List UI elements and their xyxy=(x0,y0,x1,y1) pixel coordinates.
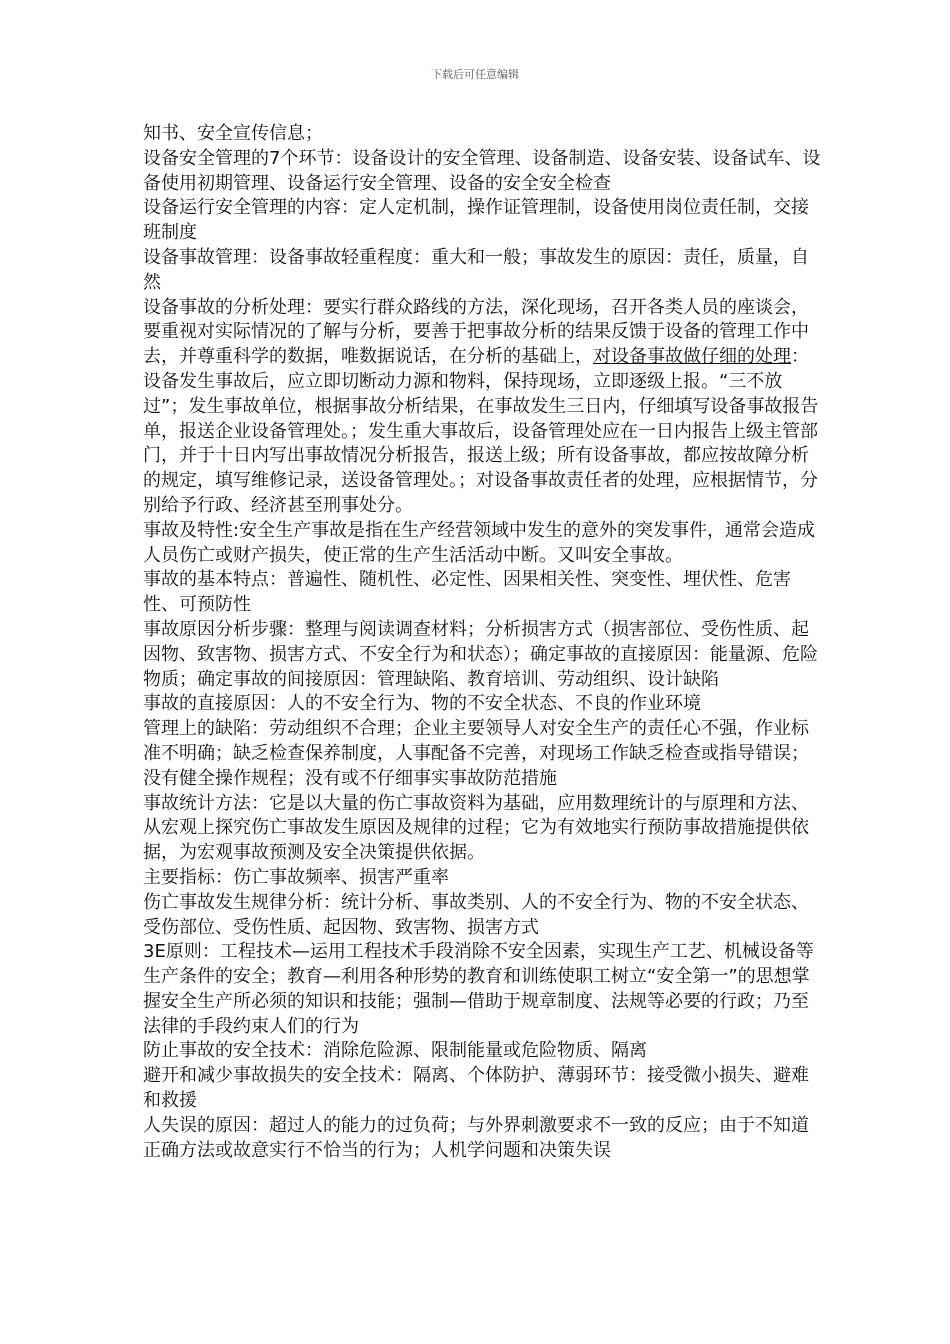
paragraph: 事故及特性:安全生产事故是指在生产经营领域中发生的意外的突发事件，通常会造成人员伤亡或财产损失，使正常的生产生活活动中断。又叫安全事故。 xyxy=(143,519,816,566)
paragraph: 知书、安全宣传信息； xyxy=(143,123,323,144)
paragraph: 主要指标：伤亡事故频率、损害严重率 xyxy=(143,866,449,888)
page-header: 下载后可任意编辑 xyxy=(431,68,519,81)
paragraph: 人失误的原因：超过人的能力的过负荷；与外界刺激要求不一致的反应；由于不知道正确方法或故意实行不恰当的行为；人机学问题和决策失误 xyxy=(143,1114,809,1161)
paragraph: 管理上的缺陷：劳动组织不合理；企业主要领导人对安全生产的责任心不强，作业标准不明确；缺乏检查保养制度，人事配备不完善，对现场工作缺乏检查或指导错误；没有健全操作规程；没有或不仔细事实事故防范措施 xyxy=(143,718,809,789)
paragraph: 设备事故管理：设备事故轻重程度：重大和一般；事故发生的原因：责任，质量，自然 xyxy=(143,246,809,293)
paragraph-text: 设备事故的分析处理：要实行群众路线的方法，深化现场，召开各类人员的座谈会，要重视对实际情况的了解与分析，要善于把事故分析的结果反馈于设备的管理工作中去，并尊重科学的数据，唯数据说话，在分析的基础上， xyxy=(143,296,809,368)
document-body xyxy=(143,122,821,1163)
paragraph: 事故统计方法：它是以大量的伤亡事故资料为基础，应用数理统计的与原理和方法、从宏观上探究伤亡事故发生原因及规律的过程；它为有效地实行预防事故措施提供依据，为宏观事故预测及安全决策提供依据。 xyxy=(143,792,809,864)
paragraph: 事故的基本特点：普遍性、随机性、必定性、因果相关性、突变性、埋伏性、危害性、可预防性 xyxy=(143,569,791,616)
paragraph: 防止事故的安全技术：消除危险源、限制能量或危险物质、隔离 xyxy=(143,1040,647,1062)
paragraph: 3E原则：工程技术—运用工程技术手段消除不安全因素，实现生产工艺、机械设备等生产条件的安全；教育—利用各种形势的教育和训练使职工树立“安全第一”的思想掌握安全生产所必须的知识和技能；强制—借助于规章制度、法规等必要的行政；乃至法律的手段约束人们的行为 xyxy=(143,941,814,1037)
paragraph: 设备安全管理的7个环节：设备设计的安全管理、设备制造、设备安装、设备试车、设备使用初期管理、设备运行安全管理、设备的安全安全检查 xyxy=(143,147,821,194)
paragraph: 伤亡事故发生规律分析：统计分析、事故类别、人的不安全行为、物的不安全状态、受伤部位、受伤性质、起因物、致害物、损害方式 xyxy=(143,891,809,938)
paragraph: 事故的直接原因：人的不安全行为、物的不安全状态、不良的作业环境 xyxy=(143,693,701,715)
underlined-phrase: 对设备事故做仔细的处理 xyxy=(593,346,791,368)
paragraph: 避开和减少事故损失的安全技术：隔离、个体防护、薄弱环节：接受微小损失、避难和救援 xyxy=(143,1065,809,1112)
paragraph: 事故原因分析步骤：整理与阅读调查材料；分析损害方式（损害部位、受伤性质、起因物、致害物、损害方式、不安全行为和状态）；确定事故的直接原因：能量源、危险物质；确定事故的间接原因：管理缺陷、教育培训、劳动组织、设计缺陷 xyxy=(143,618,818,690)
paragraph: 设备运行安全管理的内容：定人定机制，操作证管理制，设备使用岗位责任制，交接班制度 xyxy=(143,197,809,244)
paragraph xyxy=(143,296,821,519)
paragraph-text: ：设备发生事故后，应立即切断动力源和物料，保持现场，立即逐级上报。“三不放过”；发生事故单位，根据事故分析结果，在事故发生三日内，仔细填写设备事故报告单，报送企业设备管理处。；发生重大事故后，设备管理处应在一日内报告上级主管部门，并于十日内写出事故情况分析报告，报送上级；所有设备事故，都应按故障分析的规定，填写维修记录，送设备管理处。；对设备事故责任者的处理，应根据情节，分别给予行政、经济甚至刑事处分。 xyxy=(143,346,819,516)
